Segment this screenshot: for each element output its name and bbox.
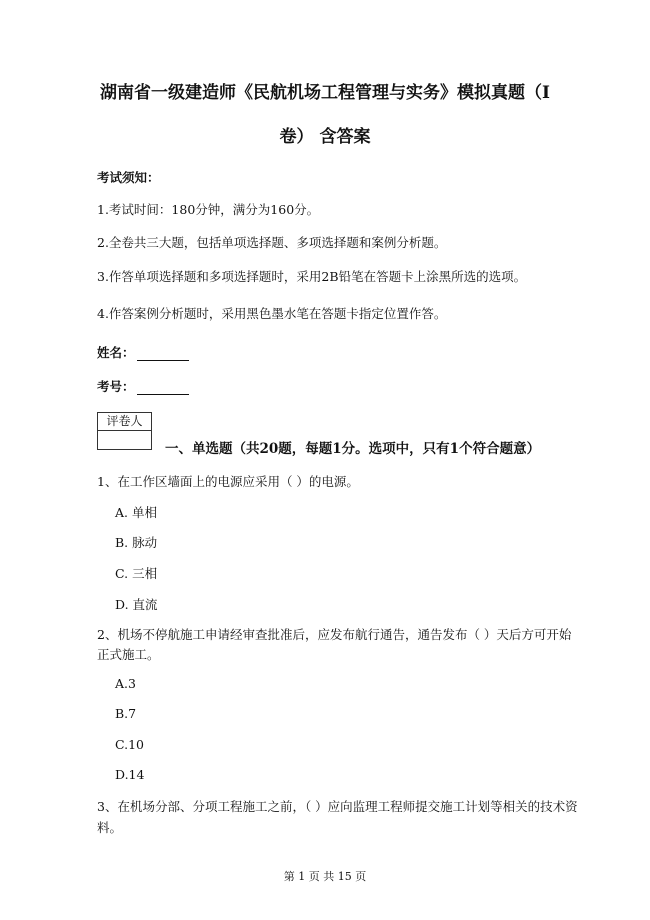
notice-item-4: 4.作答案例分析题时，采用黑色墨水笔在答题卡指定位置作答。 <box>97 306 447 321</box>
doc-title-line-2: 卷） 含答案 <box>279 127 371 147</box>
exam-id-label: 考号： <box>97 379 135 394</box>
question-3-text-cont: 料。 <box>97 820 123 835</box>
question-1-option-b: B. 脉动 <box>115 535 158 550</box>
question-2-option-d: D.14 <box>115 767 145 782</box>
grader-label: 评卷人 <box>98 413 151 431</box>
notice-heading: 考试须知： <box>97 170 160 185</box>
doc-title-line-1: 湖南省一级建造师《民航机场工程管理与实务》模拟真题（I <box>100 83 550 103</box>
exam-id-blank-line <box>137 381 189 395</box>
notice-item-3: 3.作答单项选择题和多项选择题时，采用2B铅笔在答题卡上涂黑所选的选项。 <box>97 269 527 284</box>
name-field <box>97 343 189 361</box>
question-1-option-a: A. 单相 <box>115 505 157 520</box>
question-2-text-cont: 正式施工。 <box>97 647 160 662</box>
question-1-option-d: D. 直流 <box>115 597 158 612</box>
notice-item-2: 2.全卷共三大题，包括单项选择题、多项选择题和案例分析题。 <box>97 235 447 250</box>
name-blank-line <box>137 347 189 361</box>
notice-item-1: 1.考试时间：180分钟，满分为160分。 <box>97 202 320 217</box>
section-title: 一、单选题（共20题，每题1分。选项中，只有1个符合题意） <box>165 441 541 457</box>
grader-box <box>97 412 152 450</box>
question-2-text: 2、机场不停航施工申请经审查批准后，应发布航行通告，通告发布（ ）天后方可开始 <box>97 627 572 642</box>
question-2-option-b: B.7 <box>115 706 137 721</box>
question-1-option-c: C. 三相 <box>115 566 158 581</box>
question-3-text: 3、在机场分部、分项工程施工之前，（ ）应向监理工程师提交施工计划等相关的技术资 <box>97 799 578 814</box>
question-1-text: 1、在工作区墙面上的电源应采用（ ）的电源。 <box>97 474 359 489</box>
exam-id-field <box>97 377 189 395</box>
question-2-option-a: A.3 <box>115 676 136 691</box>
question-2-option-c: C.10 <box>115 737 144 752</box>
name-label: 姓名： <box>97 345 135 360</box>
page-footer: 第 1 页 共 15 页 <box>283 870 367 883</box>
